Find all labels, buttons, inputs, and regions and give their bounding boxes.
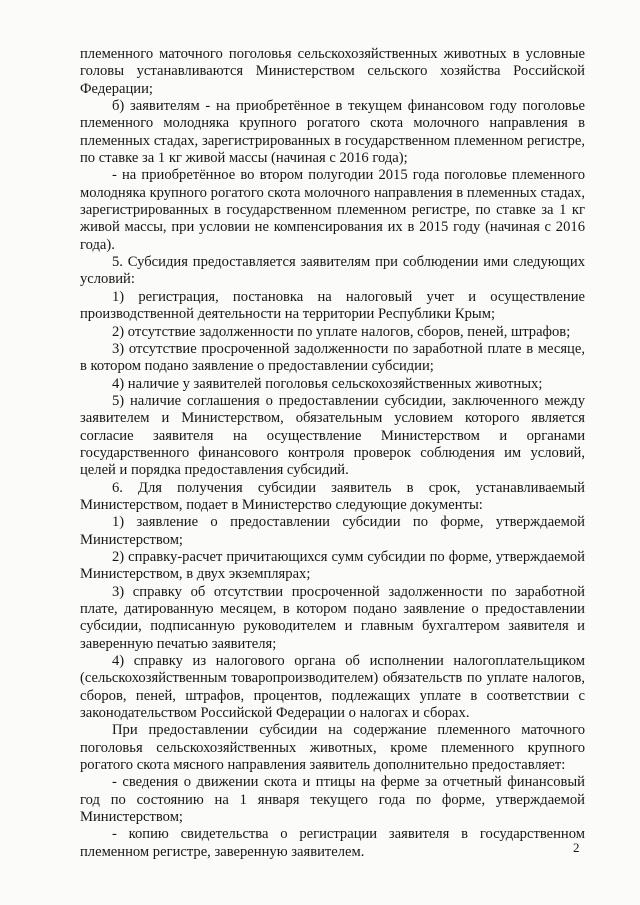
document-item-3: 3) справку об отсутствии просроченной задолженности по заработной плате, датированную месяцем, в котором подано заявление о предоставлении субсидии, подписанную руководителем и главным бухгалтером заявителя и заверенную печатью заявителя;: [80, 583, 585, 652]
paragraph-section-5: 5. Субсидия предоставляется заявителям при соблюдении ими следующих условий:: [80, 254, 585, 288]
document-item-4: 4) справку из налогового органа об исполнении налогоплательщиком (сельскохозяйственным товаропроизводителем) обязательств по уплате налогов, сборов, пеней, штрафов, процентов, подлежащих уплате в соответствии с законодательством Российской Федерации о налогах и сборах.: [80, 653, 585, 722]
additional-doc-livestock-movement: - сведения о движении скота и птицы на ферме за отчетный финансовый год по состоянию на 1 января текущего года по форме, утверждаемой Министерством;: [80, 774, 585, 826]
paragraph-item-b: б) заявителям - на приобретённое в текущем финансовом году поголовье племенного молодняка крупного рогатого скота молочного направления в племенных стадах, зарегистрированных в государственном племенном регистре, по ставке за 1 кг живой массы (начиная с 2016 года);: [80, 98, 585, 167]
condition-item-3: 3) отсутствие просроченной задолженности по заработной плате в месяце, в котором подано заявление о предоставлении субсидии;: [80, 340, 585, 375]
condition-item-2: 2) отсутствие задолженности по уплате налогов, сборов, пеней, штрафов;: [112, 323, 571, 340]
condition-item-5: 5) наличие соглашения о предоставлении субсидии, заключенного между заявителем и Министерством, обязательным условием которого является согласие заявителя на осуществление Министерством и органами государственного финансового контроля проверок соблюдения им условий, целей и порядка предоставления субсидий.: [80, 392, 585, 479]
condition-item-4: 4) наличие у заявителей поголовья сельскохозяйственных животных;: [112, 375, 543, 392]
page-number: 2: [573, 840, 580, 855]
paragraph-additional-docs: При предоставлении субсидии на содержание племенного маточного поголовья сельскохозяйственных животных, кроме племенного крупного рогатого скота мясного направления заявитель дополнительно предоставляет:: [80, 722, 585, 774]
paragraph-section-6: 6. Для получения субсидии заявитель в срок, устанавливаемый Министерством, подает в Министерство следующие документы:: [80, 479, 585, 513]
paragraph-second-half-2015: - на приобретённое во втором полугодии 2015 года поголовье племенного молодняка крупного рогатого скота молочного направления в племенных стадах, зарегистрированных в государственном племенном регистре, по ставке за 1 кг живой массы, при условии не компенсирования их в 2015 году (начиная с 2016 года).: [80, 167, 585, 253]
condition-item-1: 1) регистрация, постановка на налоговый учет и осуществление производственной деятельности на территории Республики Крым;: [80, 288, 585, 323]
paragraph-continuation: племенного маточного поголовья сельскохозяйственных животных в условные головы устанавливаются Министерством сельского хозяйства Российской Федерации;: [80, 46, 585, 97]
document-body: [80, 46, 585, 861]
additional-doc-registry-certificate: - копию свидетельства о регистрации заявителя в государственном племенном регистре, заверенную заявителем.: [80, 826, 585, 860]
document-item-1: 1) заявление о предоставлении субсидии по форме, утверждаемой Министерством;: [80, 514, 585, 548]
document-item-2: 2) справку-расчет причитающихся сумм субсидии по форме, утверждаемой Министерством, в двух экземплярах;: [80, 548, 585, 583]
